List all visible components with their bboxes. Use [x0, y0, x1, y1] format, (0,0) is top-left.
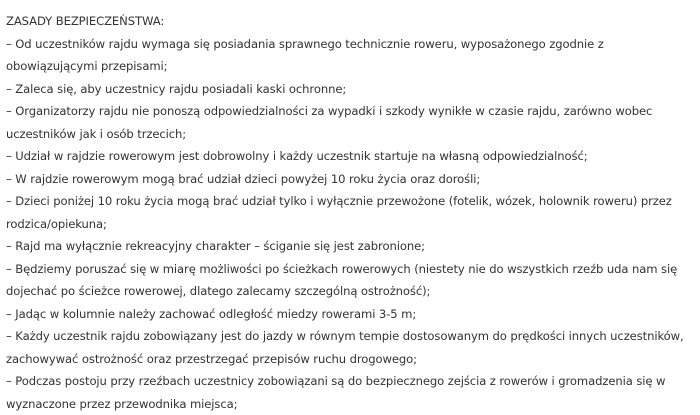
rule-organizer-liability: – Organizatorzy rajdu nie ponoszą odpowiedzialności za wypadki i szkody wynikłe w czasie rajdu, zarówno wobec uczestników jak i osób trzecich; — [6, 100, 694, 145]
rule-steady-pace: – Każdy uczestnik rajdu zobowiązany jest do jazdy w równym tempie dostosowanym do prędkości innych uczestników, zachowywać ostrożność oraz przestrzegać przepisów ruchu drogowego; — [6, 325, 694, 370]
rule-bike-paths: – Będziemy poruszać się w miarę możliwości po ścieżkach rowerowych (niestety nie do wszystkich rzeźb uda nam się dojechać po ścieżce rowerowej, dlatego zalecamy szczególną ostrożność); — [6, 258, 694, 303]
rule-stops-at-sculptures: – Podczas postoju przy rzeźbach uczestnicy zobowiązani są do bezpiecznego zejścia z rowerów i gromadzenia się w wyznaczone przez przewodnika miejsca; — [6, 370, 694, 415]
rule-column-distance: – Jadąc w kolumnie należy zachować odległość miedzy rowerami 3-5 m; — [6, 303, 694, 326]
rule-bicycle-condition: – Od uczestników rajdu wymaga się posiadania sprawnego technicznie roweru, wyposażonego zgodnie z obowiązującymi przepisami; — [6, 33, 694, 78]
rules-list — [6, 33, 694, 415]
rule-voluntary-participation: – Udział w rajdzie rowerowym jest dobrowolny i każdy uczestnik startuje na własną odpowiedzialność; — [6, 145, 694, 168]
section-heading: ZASADY BEZPIECZEŃSTWA: — [6, 10, 694, 33]
rule-recreational-character: – Rajd ma wyłącznie rekreacyjny charakter – ściganie się jest zabronione; — [6, 235, 694, 258]
rule-age-over-10: – W rajdzie rowerowym mogą brać udział dzieci powyżej 10 roku życia oraz dorośli; — [6, 168, 694, 191]
rule-age-under-10: – Dzieci poniżej 10 roku życia mogą brać udział tylko i wyłącznie przewożone (fotelik, wózek, holownik roweru) przez rodzica/opiekuna; — [6, 190, 694, 235]
rule-helmets: – Zaleca się, aby uczestnicy rajdu posiadali kaski ochronne; — [6, 78, 694, 101]
